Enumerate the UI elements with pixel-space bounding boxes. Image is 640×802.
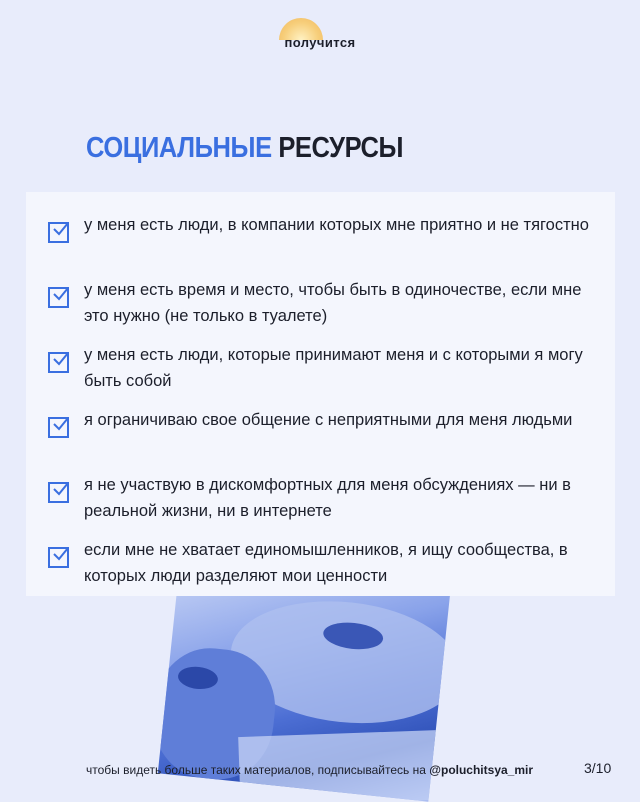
page-title-main: РЕСУРСЫ [278,132,404,164]
checkbox-icon[interactable] [48,417,69,438]
checklist-item-text: я ограничиваю свое общение с неприятными для меня людьми [84,411,573,429]
checklist-item [26,527,615,583]
checklist-item [26,202,615,258]
footer-note-text: чтобы видеть больше таких материалов, подписывайтесь на [86,763,426,777]
checklist-item-text: у меня есть время и место, чтобы быть в одиночестве, если мне это нужно (не только в туалете) [84,281,582,325]
checklist-item [26,462,615,518]
checkbox-icon[interactable] [48,352,69,373]
checkbox-icon[interactable] [48,287,69,308]
brand-logo-text: получится [284,35,356,50]
checkbox-icon[interactable] [48,222,69,243]
checklist-item [26,397,615,453]
footer-note [86,763,533,777]
checklist-card [26,192,615,596]
page-counter: 3/10 [584,760,612,776]
checklist-item-text: если мне не хватает единомышленников, я ищу сообщества, в которых люди разделяют мои ценности [84,541,568,585]
page-title [86,132,403,165]
checklist-item-text: у меня есть люди, в компании которых мне приятно и не тягостно [84,216,589,234]
checkbox-icon[interactable] [48,482,69,503]
footer-handle-link[interactable]: @poluchitsya_mir [429,763,534,777]
checklist-item [26,332,615,388]
page-title-accent: СОЦИАЛЬНЫЕ [86,132,272,164]
checklist-item [26,267,615,323]
checkbox-icon[interactable] [48,547,69,568]
brand-logo [0,16,640,52]
checklist-item-text: у меня есть люди, которые принимают меня и с которыми я могу быть собой [84,346,583,390]
checklist-item-text: я не участвую в дискомфортных для меня обсуждениях — ни в реальной жизни, ни в интернете [84,476,571,520]
